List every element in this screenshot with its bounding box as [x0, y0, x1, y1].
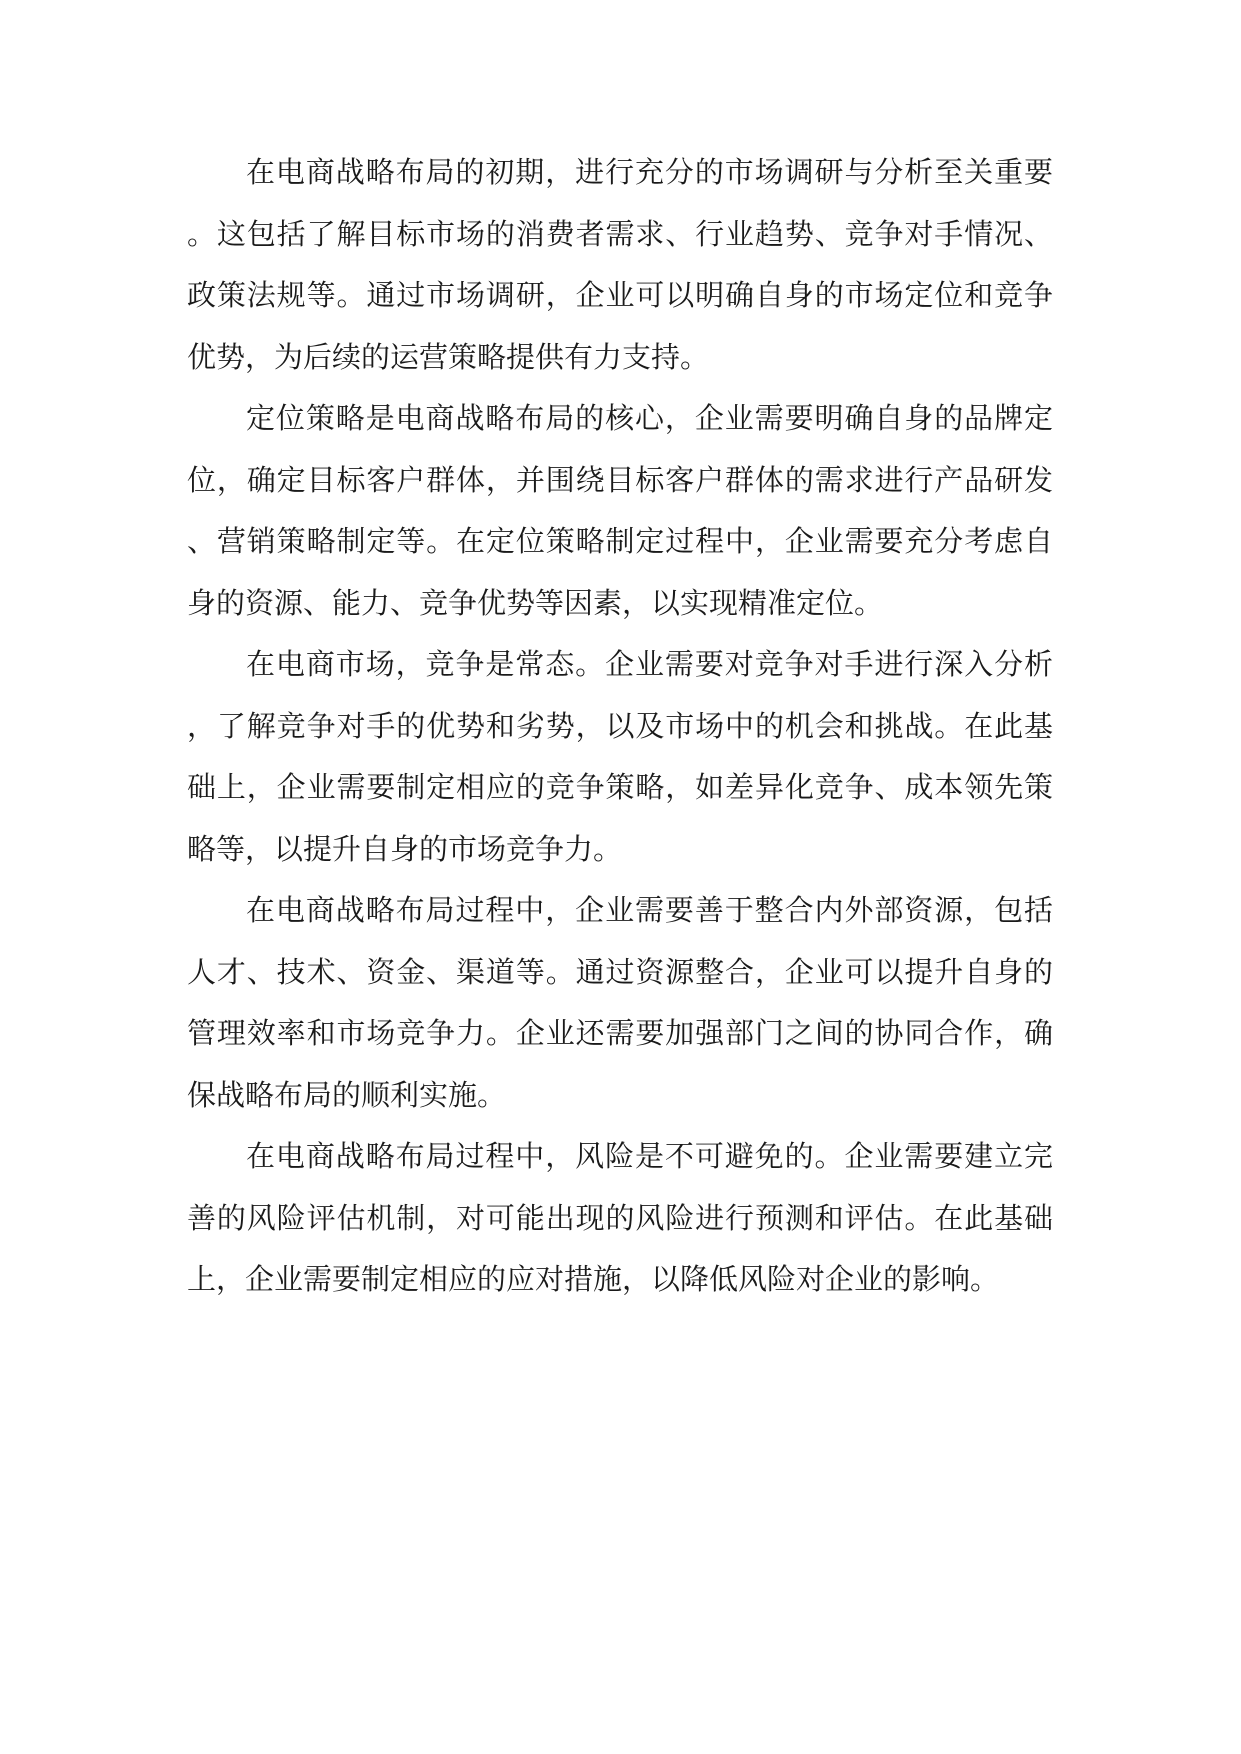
paragraph-positioning-strategy: 定位策略是电商战略布局的核心，企业需要明确自身的品牌定位，确定目标客户群体，并围绕目标客户群体的需求进行产品研发、营销策略制定等。在定位策略制定过程中，企业需要充分考虑自身的资源、能力、竞争优势等因素，以实现精准定位。 [187, 401, 1053, 620]
paragraph-market-research: 在电商战略布局的初期，进行充分的市场调研与分析至关重要。这包括了解目标市场的消费者需求、行业趋势、竞争对手情况、政策法规等。通过市场调研，企业可以明确自身的市场定位和竞争优势，为后续的运营策略提供有力支持。 [187, 155, 1053, 374]
paragraph-risk-management: 在电商战略布局过程中，风险是不可避免的。企业需要建立完善的风险评估机制，对可能出现的风险进行预测和评估。在此基础上，企业需要制定相应的应对措施，以降低风险对企业的影响。 [187, 1139, 1053, 1296]
paragraph-competition-analysis: 在电商市场，竞争是常态。企业需要对竞争对手进行深入分析，了解竞争对手的优势和劣势，以及市场中的机会和挑战。在此基础上，企业需要制定相应的竞争策略，如差异化竞争、成本领先策略等，以提升自身的市场竞争力。 [187, 647, 1053, 866]
document-body [187, 142, 1053, 1311]
paragraph-resource-integration: 在电商战略布局过程中，企业需要善于整合内外部资源，包括人才、技术、资金、渠道等。通过资源整合，企业可以提升自身的管理效率和市场竞争力。企业还需要加强部门之间的协同合作，确保战略布局的顺利实施。 [187, 893, 1053, 1112]
